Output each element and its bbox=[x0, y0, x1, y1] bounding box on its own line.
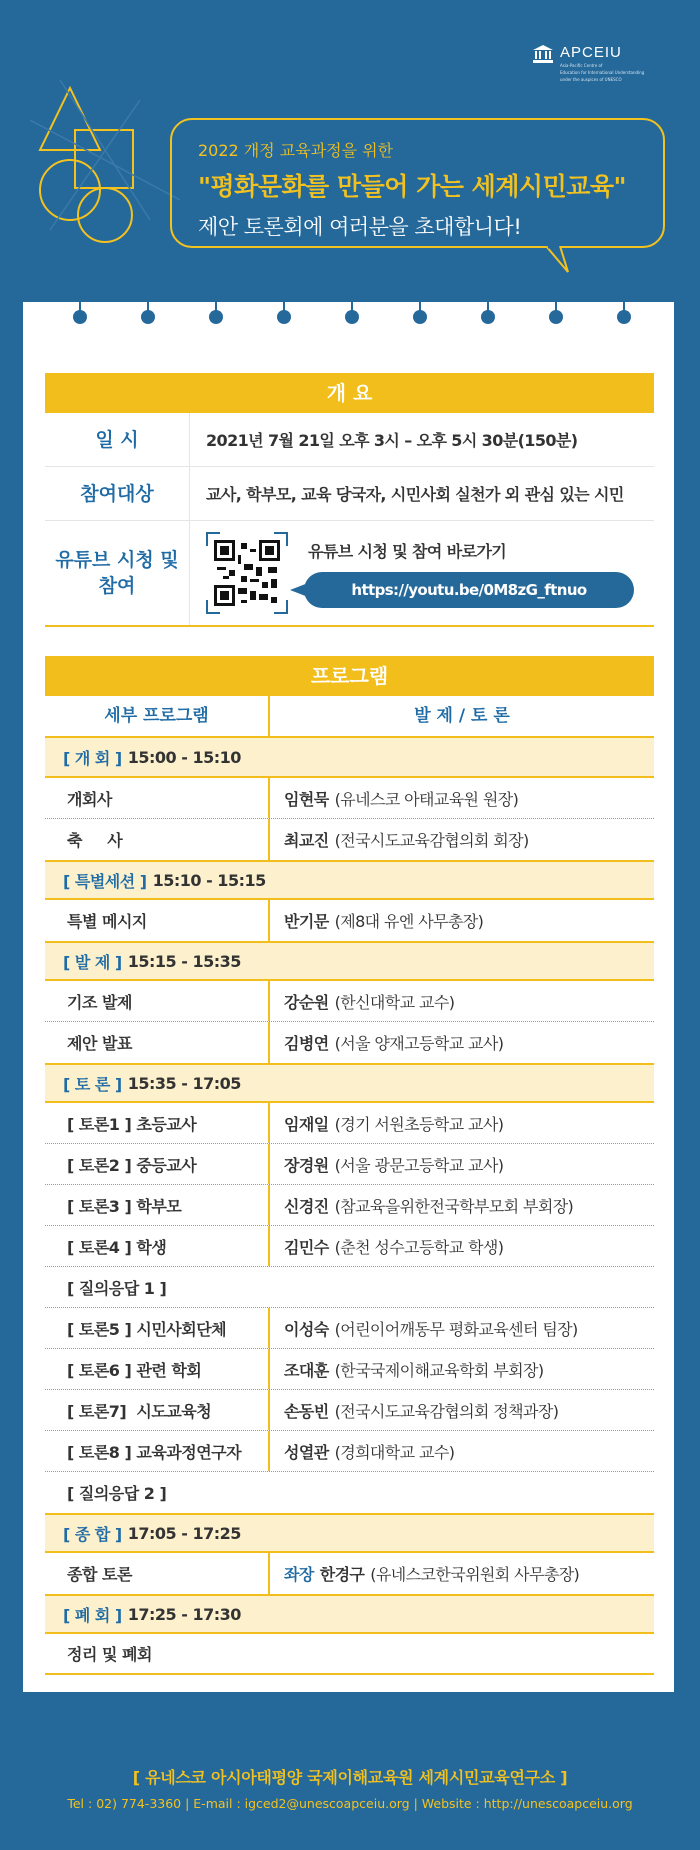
program-row bbox=[45, 1144, 654, 1185]
session-time: 17:25 - 17:30 bbox=[127, 1604, 241, 1624]
overview-row-youtube bbox=[45, 521, 654, 627]
overview-value: 교사, 학부모, 교육 당국자, 시민사회 실천가 외 관심 있는 시민 bbox=[206, 485, 624, 504]
session-summary bbox=[45, 1513, 654, 1553]
program-item: [ 토론4 ] 학생 bbox=[45, 1226, 270, 1266]
logo-org-line: Asia-Pacific Centre of bbox=[560, 63, 603, 68]
session-time: 15:15 - 15:35 bbox=[127, 951, 241, 971]
overview-key: 참여대상 bbox=[45, 467, 190, 520]
session-presentation bbox=[45, 941, 654, 981]
speaker-affiliation: (한국국제이해교육학회 부회장) bbox=[334, 1360, 544, 1380]
program-row bbox=[45, 1308, 654, 1349]
header-title: "평화문화를 만들어 가는 세계시민교육" bbox=[198, 172, 627, 201]
binder-ring bbox=[209, 310, 223, 324]
program-row-qa bbox=[45, 1267, 654, 1308]
speaker-name: 임재일 bbox=[284, 1114, 329, 1134]
logo-brand: APCEIU bbox=[560, 44, 622, 61]
binder-ring bbox=[345, 310, 359, 324]
program-section bbox=[45, 656, 654, 1675]
speaker-affiliation: (경희대학교 교수) bbox=[334, 1442, 455, 1462]
apceiu-logo bbox=[532, 44, 660, 82]
bubble-tail bbox=[540, 246, 580, 276]
session-label: [ 발 제 ] bbox=[63, 952, 122, 972]
program-row bbox=[45, 1185, 654, 1226]
program-row bbox=[45, 1103, 654, 1144]
session-label: [ 토 론 ] bbox=[63, 1074, 122, 1094]
session-opening bbox=[45, 738, 654, 778]
program-row bbox=[45, 1431, 654, 1472]
program-item: 축 사 bbox=[45, 819, 270, 860]
program-item: [ 토론6 ] 관련 학회 bbox=[45, 1349, 270, 1389]
session-time: 15:10 - 15:15 bbox=[152, 870, 266, 890]
binder-ring bbox=[141, 310, 155, 324]
speaker-name: 이성숙 bbox=[284, 1319, 329, 1339]
program-item: 특별 메시지 bbox=[45, 900, 270, 941]
binder-ring bbox=[617, 310, 631, 324]
overview-value: 2021년 7월 21일 오후 3시 – 오후 5시 30분(150분) bbox=[206, 431, 578, 450]
program-row bbox=[45, 1349, 654, 1390]
unesco-temple-icon bbox=[532, 44, 554, 64]
overview-section bbox=[45, 373, 654, 627]
youtube-link[interactable]: https://youtu.be/0M8zG_ftnuo bbox=[304, 572, 634, 608]
speaker-affiliation: (어린이어깨동무 평화교육센터 팀장) bbox=[334, 1319, 578, 1339]
session-time: 15:35 - 17:05 bbox=[127, 1073, 241, 1093]
speaker-name: 신경진 bbox=[284, 1196, 329, 1216]
logo-org-line: Education for International Understanding bbox=[560, 70, 645, 75]
program-item: [ 토론8 ] 교육과정연구자 bbox=[45, 1431, 270, 1471]
session-discussion bbox=[45, 1063, 654, 1103]
program-row bbox=[45, 900, 654, 941]
header-invitation: 제안 토론회에 여러분을 초대합니다! bbox=[198, 215, 522, 239]
binder-ring bbox=[73, 310, 87, 324]
speaker-name: 장경원 bbox=[284, 1155, 329, 1175]
footer-contact: Tel : 02) 774-3360 | E-mail : igced2@unescoapceiu.org | Website : http://unescoapceiu.org bbox=[67, 1796, 633, 1811]
invitation-bubble bbox=[170, 118, 665, 248]
speaker-affiliation: (유네스코 아태교육원 원장) bbox=[334, 789, 519, 809]
session-time: 17:05 - 17:25 bbox=[127, 1523, 241, 1543]
speaker-name: 임현묵 bbox=[284, 789, 329, 809]
binder-rings bbox=[0, 298, 700, 328]
speaker-affiliation: (경기 서원초등학교 교사) bbox=[334, 1114, 504, 1134]
speaker-affiliation: (춘천 성수고등학교 학생) bbox=[334, 1237, 504, 1257]
session-closing bbox=[45, 1594, 654, 1634]
binder-ring bbox=[413, 310, 427, 324]
speaker-name: 김민수 bbox=[284, 1237, 329, 1257]
speaker-affiliation: (유네스코한국위원회 사무총장) bbox=[370, 1565, 580, 1584]
qr-code-icon bbox=[214, 540, 280, 606]
program-item: [ 토론1 ] 초등교사 bbox=[45, 1103, 270, 1143]
qa-item: [ 질의응답 1 ] bbox=[67, 1278, 167, 1298]
speaker-affiliation: (전국시도교육감협의회 회장) bbox=[334, 831, 529, 850]
speaker-name: 반기문 bbox=[284, 912, 329, 931]
overview-row-audience bbox=[45, 467, 654, 521]
qr-code[interactable] bbox=[206, 532, 288, 614]
overview-key: 유튜브 시청 및 참여 bbox=[45, 521, 190, 625]
overview-title: 개 요 bbox=[45, 373, 654, 413]
program-row bbox=[45, 819, 654, 860]
program-columns bbox=[45, 696, 654, 738]
speaker-name: 강순원 bbox=[284, 992, 329, 1012]
binder-ring bbox=[481, 310, 495, 324]
session-time: 15:00 - 15:10 bbox=[127, 747, 241, 767]
speaker-name: 김병연 bbox=[284, 1034, 329, 1053]
speaker-affiliation: (서울 양재고등학교 교사) bbox=[334, 1034, 504, 1053]
program-item: 종합 토론 bbox=[45, 1553, 270, 1594]
session-special bbox=[45, 860, 654, 900]
program-item: 기조 발제 bbox=[45, 981, 270, 1021]
moderator-label: 좌장 bbox=[284, 1565, 314, 1584]
session-label: [ 폐 회 ] bbox=[63, 1605, 122, 1625]
program-item: [ 토론3 ] 학부모 bbox=[45, 1185, 270, 1225]
speaker-name: 최교진 bbox=[284, 831, 329, 850]
speaker-affiliation: (제8대 유엔 사무총장) bbox=[334, 912, 484, 931]
logo-org-line: under the auspices of UNESCO bbox=[560, 77, 622, 82]
program-item: [ 토론5 ] 시민사회단체 bbox=[45, 1308, 270, 1348]
program-item: 정리 및 폐회 bbox=[67, 1645, 152, 1664]
program-row bbox=[45, 1390, 654, 1431]
overview-row-date bbox=[45, 413, 654, 467]
program-item: 개회사 bbox=[45, 778, 270, 818]
session-label: [ 개 회 ] bbox=[63, 748, 122, 768]
program-item: 제안 발표 bbox=[45, 1022, 270, 1063]
speaker-name: 손동빈 bbox=[284, 1401, 329, 1421]
program-col-detail: 세부 프로그램 bbox=[45, 696, 270, 736]
session-label: [ 종 합 ] bbox=[63, 1524, 122, 1544]
youtube-label: 유튜브 시청 및 참여 바로가기 bbox=[308, 541, 507, 561]
program-row bbox=[45, 778, 654, 819]
program-row bbox=[45, 1022, 654, 1063]
binder-ring bbox=[549, 310, 563, 324]
program-row bbox=[45, 1226, 654, 1267]
speaker-name: 한경구 bbox=[319, 1565, 365, 1584]
program-item: [ 토론7] 시도교육청 bbox=[45, 1390, 270, 1430]
overview-key: 일 시 bbox=[45, 413, 190, 466]
program-row bbox=[45, 981, 654, 1022]
program-row bbox=[45, 1553, 654, 1594]
qa-item: [ 질의응답 2 ] bbox=[67, 1484, 167, 1503]
geometric-decoration bbox=[30, 80, 180, 255]
session-label: [ 특별세션 ] bbox=[63, 871, 147, 891]
speaker-affiliation: (전국시도교육감협의회 정책과장) bbox=[334, 1401, 559, 1421]
speaker-name: 조대훈 bbox=[284, 1360, 329, 1380]
speaker-affiliation: (참교육을위한전국학부모회 부회장) bbox=[334, 1196, 574, 1216]
binder-ring bbox=[277, 310, 291, 324]
program-col-speaker: 발 제 / 토 론 bbox=[414, 706, 510, 726]
speaker-affiliation: (한신대학교 교수) bbox=[334, 992, 455, 1012]
footer-org: [ 유네스코 아시아태평양 국제이해교육원 세계시민교육연구소 ] bbox=[132, 1768, 568, 1787]
program-row-qa bbox=[45, 1472, 654, 1513]
header-subtitle: 2022 개정 교육과정을 위한 bbox=[198, 141, 394, 160]
program-title: 프로그램 bbox=[45, 656, 654, 696]
program-row bbox=[45, 1634, 654, 1675]
program-item: [ 토론2 ] 중등교사 bbox=[45, 1144, 270, 1184]
speaker-name: 성열관 bbox=[284, 1442, 329, 1462]
speaker-affiliation: (서울 광문고등학교 교사) bbox=[334, 1155, 504, 1175]
